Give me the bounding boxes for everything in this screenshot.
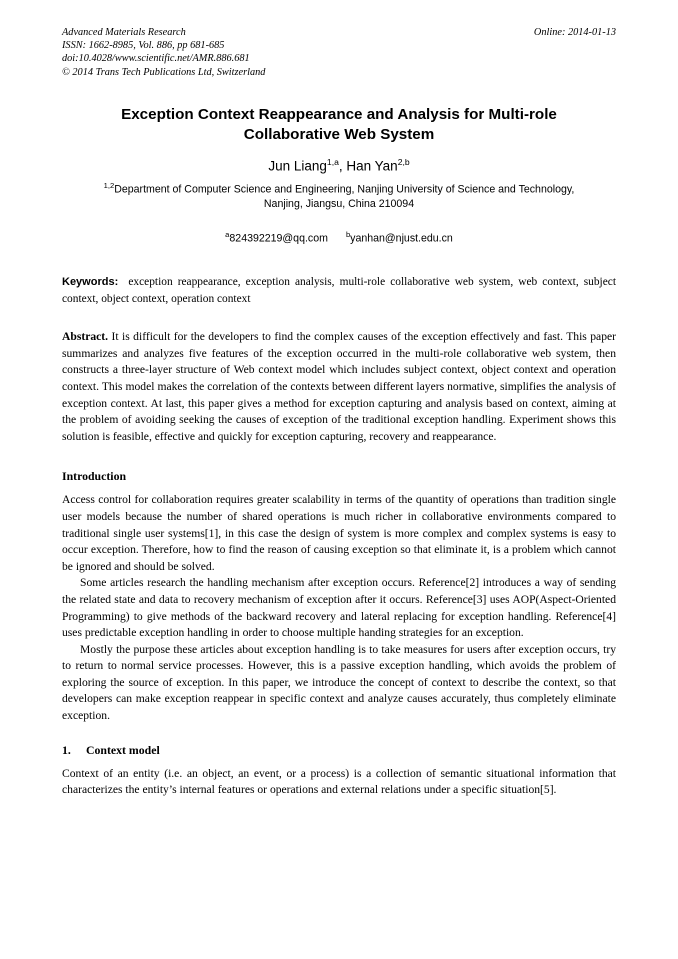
- page-header: [62, 26, 616, 79]
- page-title: Exception Context Reappearance and Analysis for Multi-role Collaborative Web System: [121, 105, 557, 143]
- keywords-block: [62, 274, 616, 307]
- abstract-block: [62, 329, 616, 445]
- email-block: [62, 230, 616, 245]
- online-date: Online: 2014-01-13: [533, 27, 616, 38]
- abstract-label: Abstract.: [62, 330, 109, 344]
- email-a-marker: a: [225, 229, 230, 239]
- keywords-text: exception reappearance, exception analysis, multi-role collaborative web system, web context, subject context, object context, operation context: [62, 276, 616, 305]
- email-b: yanhan@njust.edu.cn: [350, 232, 453, 245]
- introduction-heading: Introduction: [62, 469, 127, 484]
- author-1-affil-marker: 1,a: [326, 156, 339, 167]
- section-1-title: Context model: [86, 742, 160, 757]
- issn-line: ISSN: 1662-8985, Vol. 886, pp 681-685: [62, 40, 225, 52]
- section-1-heading: [62, 743, 616, 758]
- affiliation-line-2: Nanjing, Jiangsu, China 210094: [263, 198, 415, 211]
- author-separator: ,: [338, 158, 347, 174]
- copyright-line: © 2014 Trans Tech Publications Ltd, Switzerland: [62, 66, 266, 78]
- introduction-paragraph-1: Access control for collaboration requires greater scalability in terms of the quantity of operations than tradition single user models because the number of shared operations is much richer in collaborative environments compared to traditional single user systems[1], in this case the design of system is more complex and complex systems is easy to occur exception. Therefore, how to find the reason of causing exception so that eliminate it, is a problem which cannot be ignored and should be solved.: [62, 493, 616, 573]
- keywords-label: Keywords:: [62, 276, 119, 289]
- section-spacer: [62, 725, 616, 743]
- introduction-paragraph-2: Some articles research the handling mechanism after exception occurs. Reference[2] introduces a way of sending the related state and data to recovery mechanism of exception after it occurs. Reference[3] uses AOP(Aspect-Oriented Programming) to give methods of the backward recovery and lateral replacing for exception handling. Reference[4] uses predictable exception handling in order to choose multiple handing strategies for an exception.: [62, 576, 616, 640]
- affiliation-line-1: Department of Computer Science and Engineering, Nanjing University of Science and Technology,: [114, 183, 575, 196]
- doi-line: doi:10.4028/www.scientific.net/AMR.886.681: [62, 53, 250, 65]
- section-1-paragraph-1: Context of an entity (i.e. an object, an event, or a process) is a collection of semantic situational information that characterizes the entity’s internal features or operations and external relations under a specific situation[5].: [62, 766, 616, 797]
- author-2-affil-marker: 2,b: [397, 156, 410, 167]
- section-1-number: 1.: [62, 742, 71, 757]
- abstract-text: It is difficult for the developers to find the complex causes of the exception effectively and fast. This paper summarizes and analyzes five features of the exception occurred in the multi-role collaborative web system, then constructs a three-layer structure of Web context model which includes subject context, object context and operation context. This model makes the correlation of the contexts between different layers normative, simplifies the analysis of exception context. At last, this paper gives a method for exception capturing and analysis based on context, aiming at the problem of avoiding seeking the causes of exception of the traditional exception handling. Experiment shows this solution is feasible, effective and quickly for exception capturing, recovery and reappearance.: [62, 330, 616, 443]
- email-b-marker: b: [345, 229, 351, 239]
- journal-name: Advanced Materials Research: [62, 27, 186, 38]
- email-a: 824392219@qq.com: [229, 232, 328, 245]
- affiliation-block: [62, 179, 616, 212]
- introduction-paragraph-3: Mostly the purpose these articles about exception handling is to take measures for users after exception occurs, try to return to normal service processes. However, this is a passive exception handling, which avoids the problem of exploring the source of exception. In this paper, we introduce the concept of context to describe the context, so that developers can make exception reappear in specific context and analyze causes accurately, thus completely eliminate exception.: [62, 642, 616, 723]
- author-list: [62, 157, 616, 174]
- author-1-name: Jun Liang: [268, 158, 327, 174]
- author-2-name: Han Yan: [346, 158, 398, 174]
- affiliation-marker: 1,2: [103, 181, 115, 191]
